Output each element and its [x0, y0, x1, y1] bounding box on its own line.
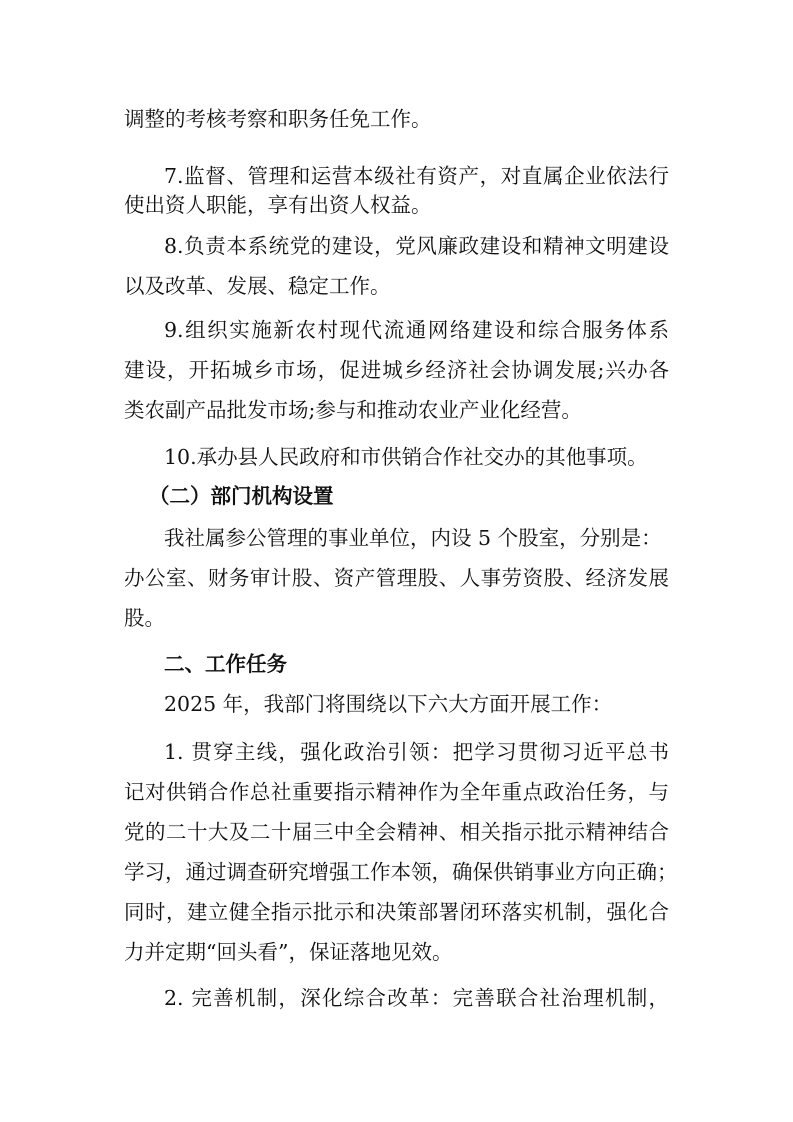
text-line: 9.组织实施新农村现代流通网络建设和综合服务体系: [164, 318, 669, 342]
text-line: 使出资人职能，享有出资人权益。: [124, 193, 432, 217]
text-line: 1. 贯穿主线，强化政治引领：把学习贯彻习近平总书: [164, 740, 669, 764]
text-line: 党的二十大及二十届三中全会精神、相关指示批示精神结合: [124, 820, 669, 844]
section-heading: 二、工作任务: [164, 652, 287, 676]
text-line: 我社属参公管理的事业单位，内设 5 个股室，分别是：: [164, 526, 662, 550]
text-line: 办公室、财务审计股、资产管理股、人事劳资股、经济发展: [124, 566, 669, 590]
text-line: 力并定期“回头看”，保证落地见效。: [124, 940, 453, 964]
text-line: 调整的考核考察和职务任免工作。: [124, 107, 432, 131]
text-line: 记对供销合作总社重要指示精神作为全年重点政治任务，与: [124, 780, 669, 804]
text-line: 以及改革、发展、稳定工作。: [124, 274, 391, 298]
section-heading: （二）部门机构设置: [149, 484, 334, 508]
text-line: 股。: [124, 606, 165, 630]
text-line: 8.负责本系统党的建设，党风廉政建设和精神文明建设: [164, 234, 669, 258]
text-line: 2025 年，我部门将围绕以下六大方面开展工作：: [164, 692, 613, 716]
text-line: 7.监督、管理和运营本级社有资产，对直属企业依法行: [164, 164, 669, 188]
text-line: 2. 完善机制，深化综合改革：完善联合社治理机制，: [164, 986, 669, 1010]
text-line: 类农副产品批发市场;参与和推动农业产业化经营。: [124, 398, 582, 422]
text-line: 学习，通过调查研究增强工作本领，确保供销事业方向正确；: [124, 860, 678, 884]
text-line: 同时，建立健全指示批示和决策部署闭环落实机制，强化合: [124, 900, 669, 924]
text-line: 10.承办县人民政府和市供销合作社交办的其他事项。: [164, 445, 648, 469]
text-line: 建设，开拓城乡市场，促进城乡经济社会协调发展;兴办各: [124, 358, 669, 382]
